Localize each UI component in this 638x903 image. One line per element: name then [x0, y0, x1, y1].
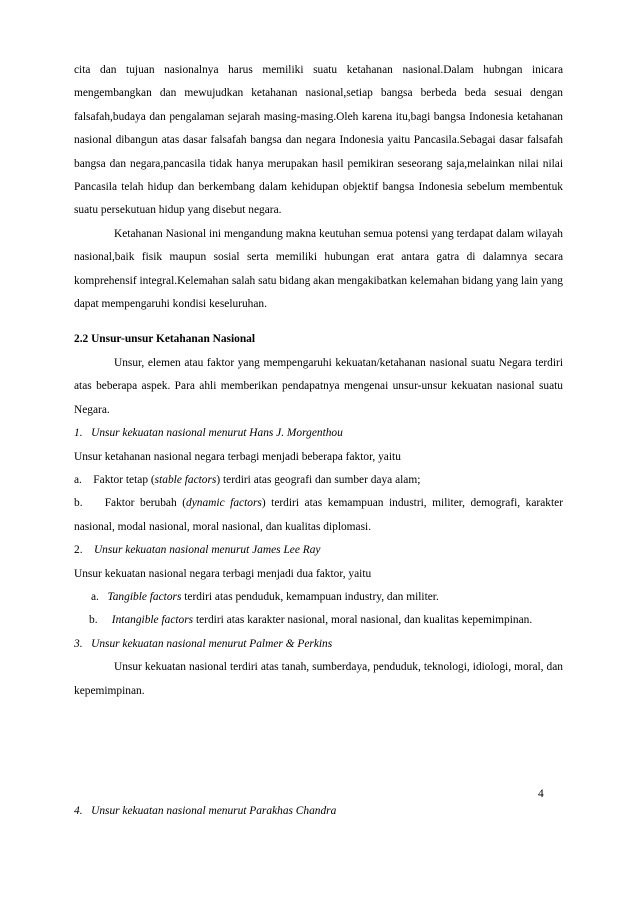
document-body	[74, 59, 563, 703]
list-item-2a	[74, 586, 563, 609]
list-item-1-title	[74, 422, 563, 445]
list-item-4-title	[74, 803, 563, 819]
list-item-3-body: Unsur kekuatan nasional terdiri atas tanah, sumberdaya, penduduk, teknologi, idiologi, moral, dan kepemimpinan.	[74, 661, 563, 697]
list-item-2-title	[74, 539, 563, 562]
paragraph-ketahanan-nasional: Ketahanan Nasional ini mengandung makna keutuhan semua potensi yang terdapat dalam wilayah nasional,baik fisik maupun sosial serta memiliki hubungan erat antara gatra di dalamnya secara komprehensif integral.Kelemahan salah satu bidang akan mengakibatkan kelemahan bidang yang lain yang dapat mempengaruhi kondisi keseluruhan.	[74, 227, 563, 311]
list-item-2-lead: Unsur kekuatan nasional negara terbagi menjadi dua faktor, yaitu	[74, 567, 372, 580]
list-item-2a-text: terdiri atas penduduk, kemampuan industry, dan militer.	[181, 590, 439, 603]
list-item-1-title-text: Unsur kekuatan nasional menurut Hans J. Morgenthou	[91, 427, 343, 440]
list-item-3-number: 3.	[74, 637, 83, 650]
list-item-1-lead: Unsur ketahanan nasional negara terbagi menjadi beberapa faktor, yaitu	[74, 450, 401, 463]
list-item-1b	[74, 492, 563, 539]
list-item-1b-text-pre: Faktor berubah (	[104, 497, 187, 510]
list-item-1a-term: stable factors	[154, 473, 217, 486]
list-item-4-number: 4.	[74, 805, 83, 817]
list-item-4-title-text: Unsur kekuatan nasional menurut Parakhas Chandra	[91, 805, 337, 817]
paragraph-intro: cita dan tujuan nasionalnya harus memiliki suatu ketahanan nasional.Dalam hubngan inicara mengembangkan dan mewujudkan ketahanan nasional,setiap bangsa berbeda beda sesuai dengan falsafah,budaya dan pengalaman sejarah masing-masing.Oleh karena itu,bagi bangsa Indonesia ketahanan nasional dibangun atas dasar falsafah bangsa dan negara Indonesia yaitu Pancasila.Sebagai dasar falsafah bangsa dan negara,pancasila tidak hanya merupakan hasil pemikiran seseorang saja,melainkan nilai nilai Pancasila telah hidup dan berkembang dalam kehidupan objektif bangsa Indonesia sebelum membentuk suatu persekutuan hidup yang disebut negara.	[74, 64, 563, 217]
list-item-2b-text: terdiri atas karakter nasional, moral nasional, dan kualitas kepemimpinan.	[193, 614, 533, 627]
list-item-2a-term: Tangible factors	[107, 590, 182, 603]
list-item-1b-term: dynamic factors	[186, 497, 262, 510]
list-item-3-title-text: Unsur kekuatan nasional menurut Palmer & Perkins	[91, 637, 333, 650]
list-item-1b-text-post: ) terdiri atas kemampuan industri, militer, demografi, karakter nasional, modal nasional, moral nasional, dan kualitas diplomasi.	[74, 497, 563, 533]
list-item-1b-marker: b.	[74, 497, 83, 510]
list-item-1-number: 1.	[74, 427, 83, 440]
list-item-2b-term: Intangible factors	[111, 614, 194, 627]
list-item-2-title-text: Unsur kekuatan nasional menurut James Lee Ray	[93, 544, 321, 557]
section-heading: 2.2 Unsur-unsur Ketahanan Nasional	[74, 333, 256, 346]
list-item-2-number: 2.	[74, 544, 83, 557]
list-item-1a	[74, 469, 563, 492]
page-number: 4	[538, 788, 544, 800]
list-item-2a-marker: a.	[91, 590, 99, 603]
section-intro: Unsur, elemen atau faktor yang mempengaruhi kekuatan/ketahanan nasional suatu Negara terdiri atas beberapa aspek. Para ahli memberikan pendapatnya mengenai unsur-unsur kekuatan nasional suatu Negara.	[74, 356, 563, 416]
list-item-2b	[74, 609, 563, 632]
list-item-1a-text-post: ) terdiri atas geografi dan sumber daya alam;	[216, 473, 421, 486]
list-item-3-title	[74, 633, 563, 656]
list-item-2b-marker: b.	[89, 614, 98, 627]
list-item-1a-marker: a.	[74, 473, 82, 486]
list-item-1a-text-pre: Faktor tetap (	[93, 473, 155, 486]
